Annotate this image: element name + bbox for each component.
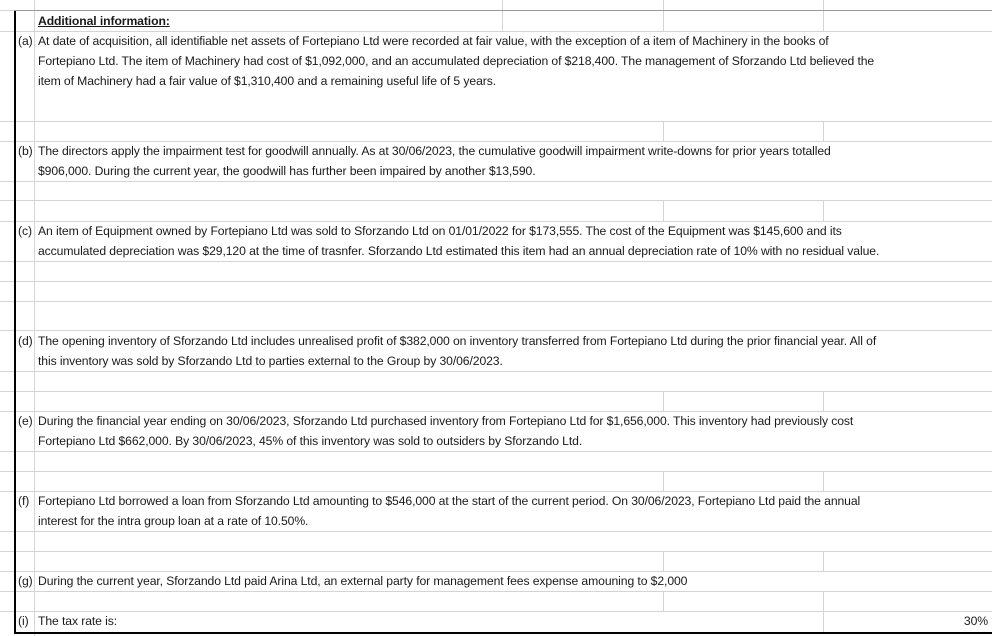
grid-row-line	[0, 591, 992, 592]
item-a-line-3: item of Machinery had a fair value of $1,310,400 and a remaining useful life of 5 years.	[38, 74, 496, 88]
item-d-line-1: The opening inventory of Sforzando Ltd includes unrealised profit of $382,000 on inventory transferred from Fortepiano Ltd during the prior financial year. All of	[38, 334, 877, 348]
item-label-b: (b)	[18, 144, 33, 158]
item-label-i: (i)	[18, 614, 29, 628]
grid-col-line	[663, 591, 664, 611]
grid-row-line	[0, 611, 992, 612]
grid-col-line	[663, 471, 664, 491]
grid-row-line	[0, 471, 992, 472]
border-left	[14, 10, 16, 634]
item-e-line-2: Fortepiano Ltd $662,000. By 30/06/2023, 45% of this inventory was sold to outsiders by Sforzando Ltd.	[38, 434, 583, 448]
grid-row-line	[0, 281, 992, 282]
grid-col-line	[823, 471, 824, 491]
grid-row-line	[0, 391, 992, 392]
grid-row-line	[0, 181, 992, 182]
grid-col-line	[823, 0, 824, 31]
grid-col-line	[663, 391, 664, 411]
item-d-line-2: this inventory was sold by Sforzando Ltd to parties external to the Group by 30/06/2023.	[38, 354, 503, 368]
item-b-line-2: $906,000. During the current year, the goodwill has further been impaired by another $13,590.	[38, 164, 536, 178]
grid-col-line	[823, 391, 824, 411]
grid-row-line	[0, 451, 992, 452]
grid-row-line	[0, 301, 992, 302]
grid-col-line	[502, 0, 503, 31]
grid-col-line	[823, 121, 824, 141]
grid-col-line	[823, 200, 824, 221]
item-c-line-2: accumulated depreciation was $29,120 at the time of trasnfer. Sforzando Ltd estimated this item had an annual depreciation rate of 10% with no residual value.	[38, 244, 880, 258]
grid-row-line	[0, 371, 992, 372]
item-label-e: (e)	[18, 414, 33, 428]
grid-col-line	[823, 591, 824, 611]
grid-row-line	[0, 551, 992, 552]
item-label-a: (a)	[18, 34, 33, 48]
item-i-line-1: The tax rate is:	[38, 614, 118, 628]
item-label-g: (g)	[18, 574, 33, 588]
item-f-line-2: interest for the intra group loan at a rate of 10.50%.	[38, 514, 309, 528]
border-bottom	[14, 632, 992, 634]
tax-rate-value: 30%	[963, 614, 988, 628]
grid-col-line	[34, 0, 35, 636]
item-label-d: (d)	[18, 334, 33, 348]
grid-row-line	[0, 531, 992, 532]
grid-row-line	[0, 261, 992, 262]
grid-col-line	[663, 200, 664, 221]
item-label-f: (f)	[18, 494, 30, 508]
grid-col-line	[663, 0, 664, 31]
item-b-line-1: The directors apply the impairment test for goodwill annually. As at 30/06/2023, the cumulative goodwill impairment write-downs for prior years totalled	[38, 144, 831, 158]
item-c-line-1: An item of Equipment owned by Fortepiano Ltd was sold to Sforzando Ltd on 01/01/2022 for $173,555. The cost of the Equipment was $145,600 and its	[38, 224, 842, 238]
grid-col-line	[823, 611, 824, 633]
grid-row-line	[0, 200, 992, 201]
item-a-line-1: At date of acquisition, all identifiable net assets of Fortepiano Ltd were recorded at fair value, with the exception of a item of Machinery in the books of	[38, 34, 829, 48]
grid-col-line	[663, 121, 664, 141]
item-e-line-1: During the financial year ending on 30/06/2023, Sforzando Ltd purchased inventory from Fortepiano Ltd for $1,656,000. This inventory had previously cost	[38, 414, 854, 428]
section-heading: Additional information:	[38, 14, 170, 28]
grid-col-line	[823, 551, 824, 571]
item-a-line-2: Fortepiano Ltd. The item of Machinery had cost of $1,092,000, and an accumulated depreciation of $218,400. The management of Sforzando Ltd believed the	[38, 54, 875, 68]
grid-col-line	[663, 551, 664, 571]
grid-row-line	[0, 121, 992, 122]
item-f-line-1: Fortepiano Ltd borrowed a loan from Sforzando Ltd amounting to $546,000 at the start of the current period. On 30/06/2023, Fortepiano Ltd paid the annual	[38, 494, 861, 508]
item-label-c: (c)	[18, 224, 32, 238]
item-g-line-1: During the current year, Sforzando Ltd paid Arina Ltd, an external party for management fees expense amouning to $2,000	[38, 574, 688, 588]
